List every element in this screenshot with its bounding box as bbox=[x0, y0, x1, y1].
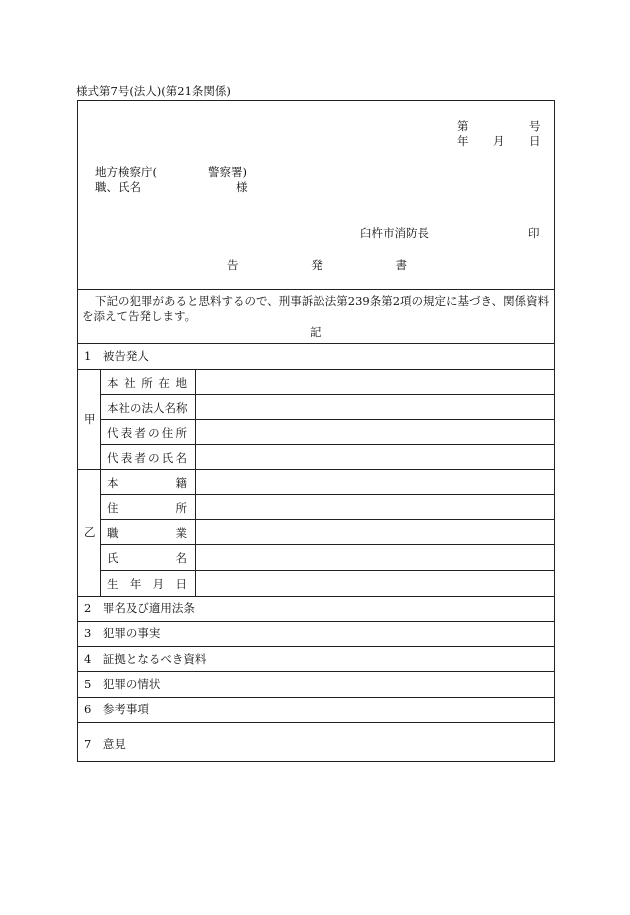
divider bbox=[78, 289, 554, 290]
section-3-label: 3 犯罪の事実 bbox=[84, 626, 161, 640]
divider bbox=[78, 697, 554, 698]
divider bbox=[100, 419, 554, 420]
divider bbox=[100, 394, 554, 395]
divider bbox=[78, 596, 554, 597]
form-frame bbox=[77, 100, 555, 762]
ko-field-head-office: 本 社 所 在 地 bbox=[107, 376, 187, 390]
otsu-field-name: 氏 名 bbox=[107, 551, 187, 565]
number-prefix: 第 bbox=[457, 119, 469, 133]
divider bbox=[100, 544, 554, 545]
section-4-label: 4 証拠となるべき資料 bbox=[84, 652, 207, 666]
divider bbox=[78, 343, 554, 344]
addressee-honorific: 様 bbox=[236, 180, 248, 194]
otsu-field-domicile: 本 籍 bbox=[107, 476, 187, 490]
section-6-label: 6 参考事項 bbox=[84, 702, 149, 716]
group-label-column-line bbox=[100, 369, 101, 596]
addressee-name: 職、氏名 bbox=[95, 180, 141, 194]
otsu-field-birthdate: 生 年 月 日 bbox=[107, 577, 187, 591]
addressee-prosecutor: 地方検察庁( bbox=[95, 165, 157, 179]
otsu-field-occupation: 職 業 bbox=[107, 526, 187, 540]
section-5-label: 5 犯罪の情状 bbox=[84, 677, 161, 691]
intro-line2: を添えて告発します。 bbox=[82, 309, 197, 323]
ko-field-corporate-name: 本 社 の 法 人 名 称 bbox=[107, 401, 188, 415]
date-day: 日 bbox=[529, 134, 541, 148]
divider bbox=[100, 519, 554, 520]
section-1-label: 1 被告発人 bbox=[84, 349, 149, 363]
form-label: 様式第7号(法人)(第21条関係) bbox=[76, 84, 231, 98]
field-label-column-line bbox=[195, 369, 196, 596]
otsu-field-address: 住 所 bbox=[107, 501, 187, 515]
section-2-label: 2 罪名及び適用法条 bbox=[84, 601, 195, 615]
ki-mark: 記 bbox=[310, 325, 322, 339]
date-month: 月 bbox=[493, 134, 505, 148]
intro-line1: 下記の犯罪があると思料するので、刑事訴訟法第239条第2項の規定に基づき、関係資料 bbox=[95, 294, 550, 308]
title-char: 書 bbox=[395, 258, 407, 272]
divider bbox=[78, 469, 554, 470]
divider bbox=[78, 671, 554, 672]
divider bbox=[78, 621, 554, 622]
addressee-police: 警察署) bbox=[208, 165, 247, 179]
seal-mark: 印 bbox=[528, 226, 540, 240]
document-title bbox=[227, 257, 407, 273]
ko-field-representative-address: 代 表 者 の 住 所 bbox=[107, 426, 187, 440]
number-suffix: 号 bbox=[529, 119, 541, 133]
divider bbox=[78, 722, 554, 723]
title-char: 告 bbox=[227, 258, 239, 272]
issuer: 臼杵市消防長 bbox=[360, 226, 429, 240]
ko-field-representative-name: 代 表 者 の 氏 名 bbox=[107, 451, 187, 465]
divider bbox=[78, 369, 554, 370]
divider bbox=[100, 494, 554, 495]
section-7-label: 7 意見 bbox=[84, 737, 126, 751]
group-otsu-label: 乙 bbox=[84, 525, 96, 539]
title-char: 発 bbox=[311, 258, 323, 272]
divider bbox=[78, 646, 554, 647]
divider bbox=[100, 570, 554, 571]
divider bbox=[100, 444, 554, 445]
date-year: 年 bbox=[457, 134, 469, 148]
group-ko-label: 甲 bbox=[84, 412, 96, 426]
